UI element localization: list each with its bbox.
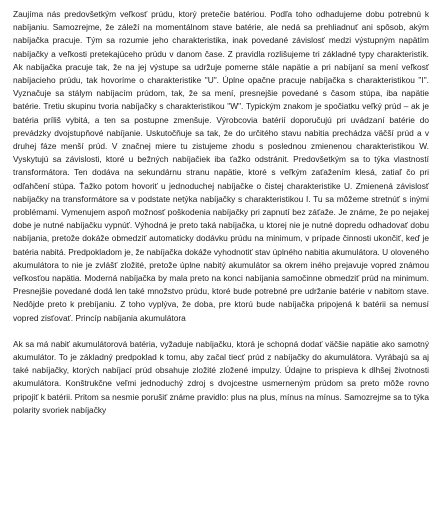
paragraph-gap bbox=[13, 325, 429, 338]
paragraph-1: Zaujíma nás predovšetkým veľkosť prúdu, ktorý pretečie batériou. Podľa toho odhadujeme dobu potrebnú k nabíjaniu. Samozrejme, že záleží na momentálnom stave batérie, ale nedá sa prehliadnuť ani spôsob, akým nabíjačka pracuje. Tým sa rozumie jeho charakteristika, inak povedané závislosť medzi výstupným napätím nabíjačky a veľkosti pretekajúceho prúdu v danom čase. Z pravidla rozlišujeme tri základné typy charakteristík. Ak nabíjačka pracuje tak, že na jej výstupe sa udržuje pomerne stále napätie a pri nabíjaní sa mení veľkosť nabíjacieho prúdu, tak hovoríme o charakteristike "U". Úplne opačne pracuje nabíjačka s charakteristikou "I". Vyznačuje sa stálym nabíjacím prúdom, tak, že sa mení, presnejšie povedané s časom stúpa, iba napätie batérie. Tretiu skupinu tvoria nabíjačky s charakteristikou "W". Typickým znakom je spočiatku veľký prúd – ak je batéria príliš vybitá, a ten sa postupne zmenšuje. Výrobcovia batérií doporučujú pri uvádzaní batérie do prevádzky dvojstupňové nabíjanie. Uskutočňuje sa tak, že do určitého stavu nabitia prechádza väčší prúd a v druhej fáze menší prúd. V značnej miere tu zistujeme zhodu s poslednou zmienenou charakteristikou W. Vyskytujú sa závislosti, ktoré u bežných nabíjačiek iba ťažko odstránit. Predovšetkým sa to týka vlastností transformátora. Ten dodáva na sekundárnu stranu napätie, ktoré s veľkým zaťažením klesá, zatiaľ čo pri odľahčení stúpa. Ťažko potom hovoriť u jednoduchej nabíjačke o čistej charakteristike U. Zmienená závislosť nabíjačky na transformátore sa v podstate netýka nabíjačky s charakteristikou I. Tu sa môžeme stretnúť s inými problémami. Vymenujem aspoň možnosť poškodenia nabíjačky pri zapnutí bez záťaže. Je známe, že po nejakej dobe je nutné nabíjačku vypnúť. Výhodná je preto taká nabíjačka, u ktorej nie je nutné dopredu odhadovať dobu nabíjania, pretože dokáže obmedziť automaticky dodávku prúdu na minimum, v prípade činnosti ukončiť, keď je batéria nabitá. Predpokladom je, že nabíjačka dokáže vyhodnotiť stav úplného nabitia akumulátora. U oloveného akumulátora to nie je zvlášť zložité, pretože úplne nabitý akumulátor sa okrem iného prejavuje vopred známou veľkosťou napätia. Moderná nabíjačka by mala preto na konci nabíjania samočinne obmedziť prúd na minimum. Presnejšie povedané dodá len také množstvo prúdu, ktoré bude potrebné pre udržanie batérie v nabitom stave. Nedôjde preto k prebíjaniu. Z toho vyplýva, že doba, pre ktorú bude nabíjačka pripojená k batérii sa nemusí vopred zisťovať. Princíp nabíjania akumulátora bbox=[13, 9, 429, 323]
paragraph-2: Ak sa má nabiť akumulátorová batéria, vyžaduje nabíjačku, ktorá je schopná dodať väčšie napätie ako samotný akumulátor. To je základný predpoklad k tomu, aby začal tiecť prúd z nabíjačky do akumulátora. Vyrábajú sa aj také nabíjačky, ktorých nabíjací prúd obsahuje zložité zložené impulzy. Údajne to prispieva k dlhšej životnosti akumulátora. Konštrukčne veľmi jednoduchý zdroj s dvojcestne usmerneným prúdom sa preto môže rovno pripojiť k batérii. Pritom sa nesmie porušiť známe pravidlo: plus na plus, mínus na mínus. Samozrejme sa to týka polarity svoriek nabíjačky bbox=[13, 338, 429, 415]
